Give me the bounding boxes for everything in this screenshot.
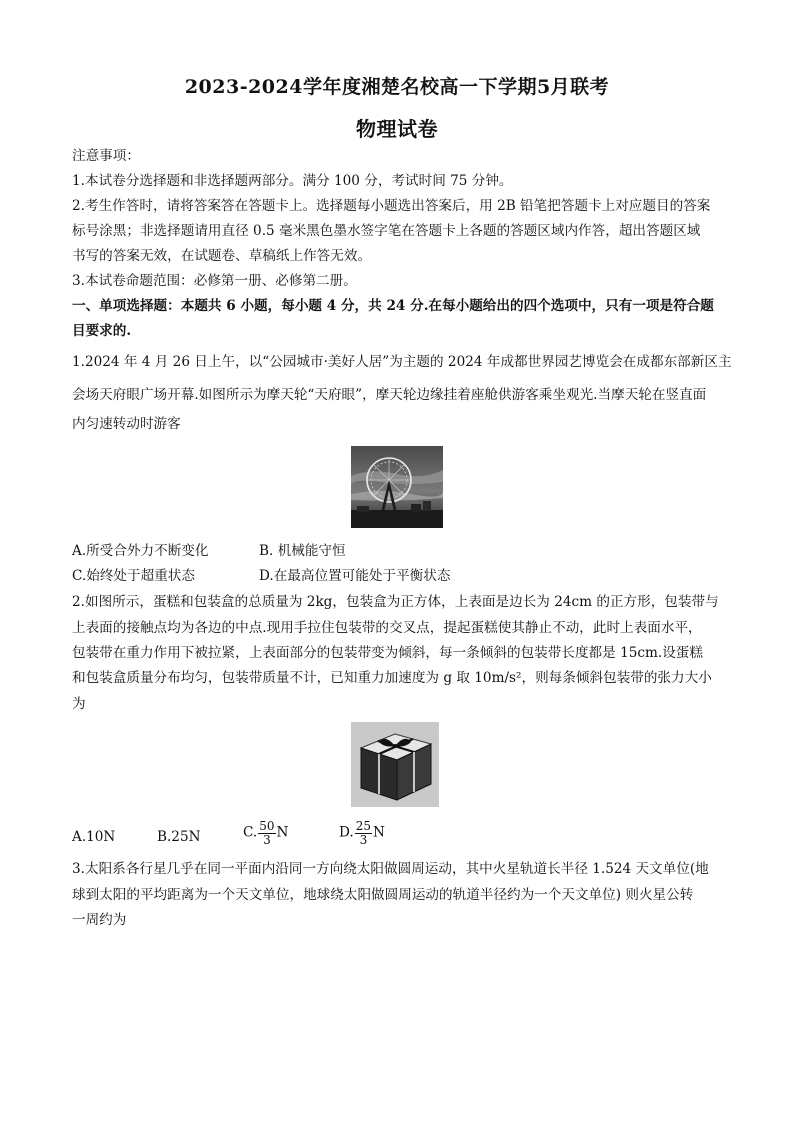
q2-stem-line-4: 和包装盒质量分布均匀，包装带质量不计，已知重力加速度为 g 取 10m/s²，则每条倾斜包装带的张力大小 [72,670,712,686]
note-item-2-line-3: 书写的答案无效，在试题卷、草稿纸上作答无效。 [72,248,372,264]
q2-stem-line-1: 2.如图所示，蛋糕和包装盒的总质量为 2kg，包装盒为正方体，上表面是边长为 24cm 的正方形，包装带与 [72,594,719,610]
section-heading-line-1: 一、单项选择题：本题共 6 小题，每小题 4 分，共 24 分.在每小题给出的四个选项中，只有一项是符合题 [72,298,714,314]
q1-stem-line-1: 1.2024 年 4 月 26 日上午，以“公园城市·美好人居”为主题的 2024 年成都世界园艺博览会在成都东部新区主 [72,354,732,370]
ferris-wheel-photo [351,446,443,528]
q1-option-c: C.始终处于超重状态 [72,568,195,584]
q3-stem-line-3: 一周约为 [72,912,127,928]
note-item-1: 1.本试卷分选择题和非选择题两部分。满分 100 分，考试时间 75 分钟。 [72,173,513,189]
notes-heading: 注意事项： [72,148,140,164]
q3-stem-line-1: 3.太阳系各行星几乎在同一平面内沿同一方向绕太阳做圆周运动，其中火星轨道长半径 1.524 天文单位(地 [72,861,709,877]
q2-option-d-fraction [355,820,372,846]
section-heading-line-2: 目要求的. [72,323,132,339]
q2-option-c-unit: N [276,824,289,841]
q2-option-c-prefix: C. [243,824,258,841]
q2-option-c-numerator: 50 [259,819,275,833]
q2-option-d-denominator: 3 [359,832,368,847]
q1-option-d: D.在最高位置可能处于平衡状态 [259,568,451,584]
q2-option-c [243,820,288,846]
q2-option-d-unit: N [373,824,385,841]
q2-option-a: A.10N [72,829,116,845]
q1-option-a: A.所受合外力不断变化 [72,543,209,559]
q2-stem-line-3: 包装带在重力作用下被拉紧，上表面部分的包装带变为倾斜，每一条倾斜的包装带长度都是 15cm.设蛋糕 [72,645,703,661]
note-item-2-line-2: 标号涂黑；非选择题请用直径 0.5 毫米黑色墨水签字笔在答题卡上各题的答题区域内作答，超出答题区域 [72,223,701,239]
q2-stem-line-2: 上表面的接触点均为各边的中点.现用手拉住包装带的交叉点，提起蛋糕使其静止不动，此时上表面水平， [72,620,702,636]
q2-option-b: B.25N [157,829,201,845]
q2-option-c-fraction [258,820,275,846]
q2-option-d [339,820,385,846]
exam-subject: 物理试卷 [356,117,438,141]
note-item-2-line-1: 2.考生作答时，请将答案答在答题卡上。选择题每小题选出答案后，用 2B 铅笔把答题卡上对应题目的答案 [72,198,711,214]
q2-option-d-numerator: 25 [355,819,372,833]
note-item-3: 3.本试卷命题范围：必修第一册、必修第二册。 [72,273,357,289]
cake-box-photo [351,722,439,807]
q2-option-d-prefix: D. [339,824,354,841]
q3-stem-line-2: 球到太阳的平均距离为一个天文单位，地球绕太阳做圆周运动的轨道半径约为一个天文单位) 则火星公转 [72,887,694,903]
q1-stem-line-2: 会场天府眼广场开幕.如图所示为摩天轮“天府眼”，摩天轮边缘挂着座舱供游客乘坐观光.当摩天轮在竖直面 [72,387,707,403]
q2-option-c-denominator: 3 [263,832,271,847]
q1-stem-line-3: 内匀速转动时游客 [72,416,181,432]
exam-title: 2023-2024学年度湘楚名校高一下学期5月联考 [184,76,610,98]
q1-option-b: B. 机械能守恒 [259,543,346,559]
q2-stem-line-5: 为 [72,696,86,712]
